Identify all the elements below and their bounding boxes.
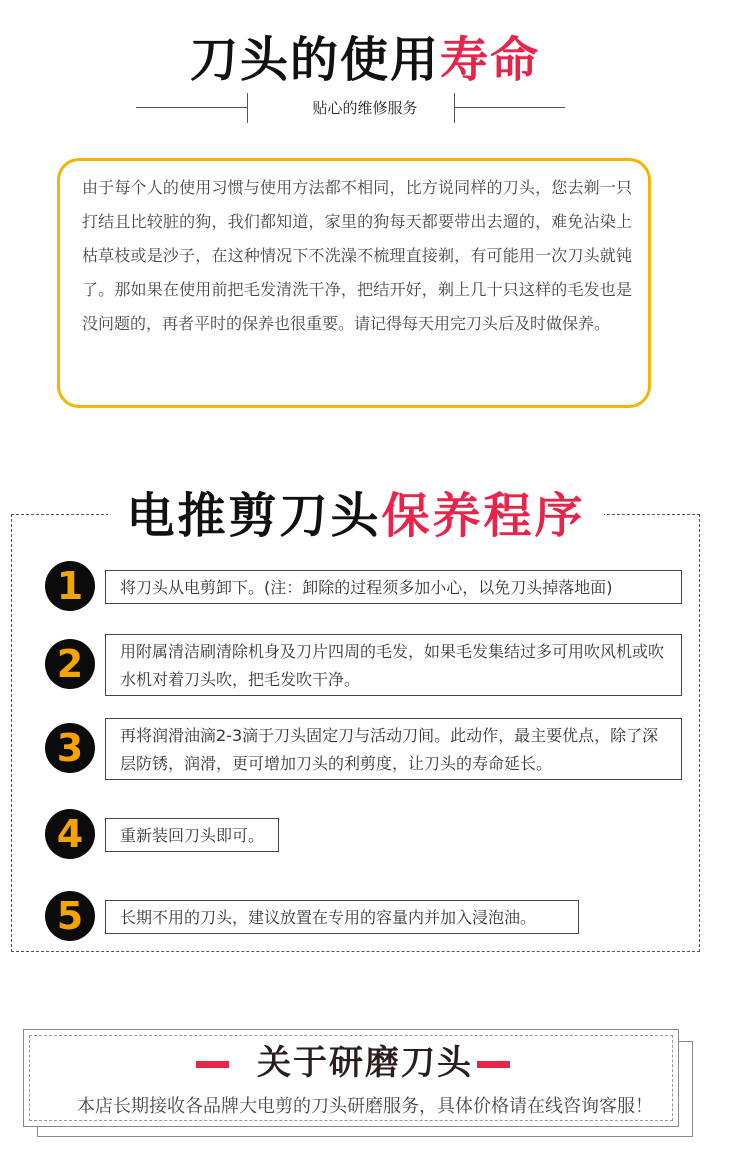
section1-title-dark: 刀头的使用 [189, 32, 440, 88]
section1-title [0, 30, 730, 90]
step-4-text: 重新装回刀头即可。 [105, 818, 279, 852]
section1-subtitle: 贴心的维修服务 [312, 99, 418, 117]
step-4-number: 4 [45, 809, 95, 859]
step-3-number: 3 [45, 723, 95, 773]
section1-title-red: 寿命 [440, 32, 541, 88]
step-5-text: 长期不用的刀头，建议放置在专用的容量内并加入浸泡油。 [105, 900, 579, 934]
intro-text: 由于每个人的使用习惯与使用方法都不相同，比方说同样的刀头，您去剃一只打结且比较脏的狗，我们都知道，家里的狗每天都要带出去遛的，难免沾染上枯草枝或是沙子，在这种情况下不洗澡不梳理直接剃，有可能用一次刀头就钝了。那如果在使用前把毛发清洗干净，把结开好，剃上几十只这样的毛发也是没问题的，再者平时的保养也很重要。请记得每天用完刀头后及时做保养。 [82, 178, 632, 333]
step-3-text: 再将润滑油滴2-3滴于刀头固定刀与活动刀间。此动作，最主要优点，除了深层防锈，润滑，更可增加刀头的利剪度，让刀头的寿命延长。 [105, 718, 682, 780]
step-2-number: 2 [45, 639, 95, 689]
step-2-text: 用附属清洁刷清除机身及刀片四周的毛发，如果毛发集结过多可用吹风机或吹水机对着刀头吹，把毛发吹干净。 [105, 634, 682, 696]
section3-text: 本店长期接收各品牌大电剪的刀头研磨服务，具体价格请在线咨询客服！ [77, 1096, 653, 1117]
section2-title-dark: 电推剪刀头 [126, 488, 382, 544]
step-1-text: 将刀头从电剪卸下。(注：卸除的过程须多加小心，以免刀头掉落地面) [105, 570, 682, 604]
step-1-number: 1 [45, 561, 95, 611]
section3-title: 关于研磨刀头 [257, 1043, 473, 1083]
step-5-number: 5 [45, 891, 95, 941]
section2-title [108, 485, 604, 547]
section2-title-red: 保养程序 [381, 488, 586, 544]
intro-box [57, 158, 651, 408]
